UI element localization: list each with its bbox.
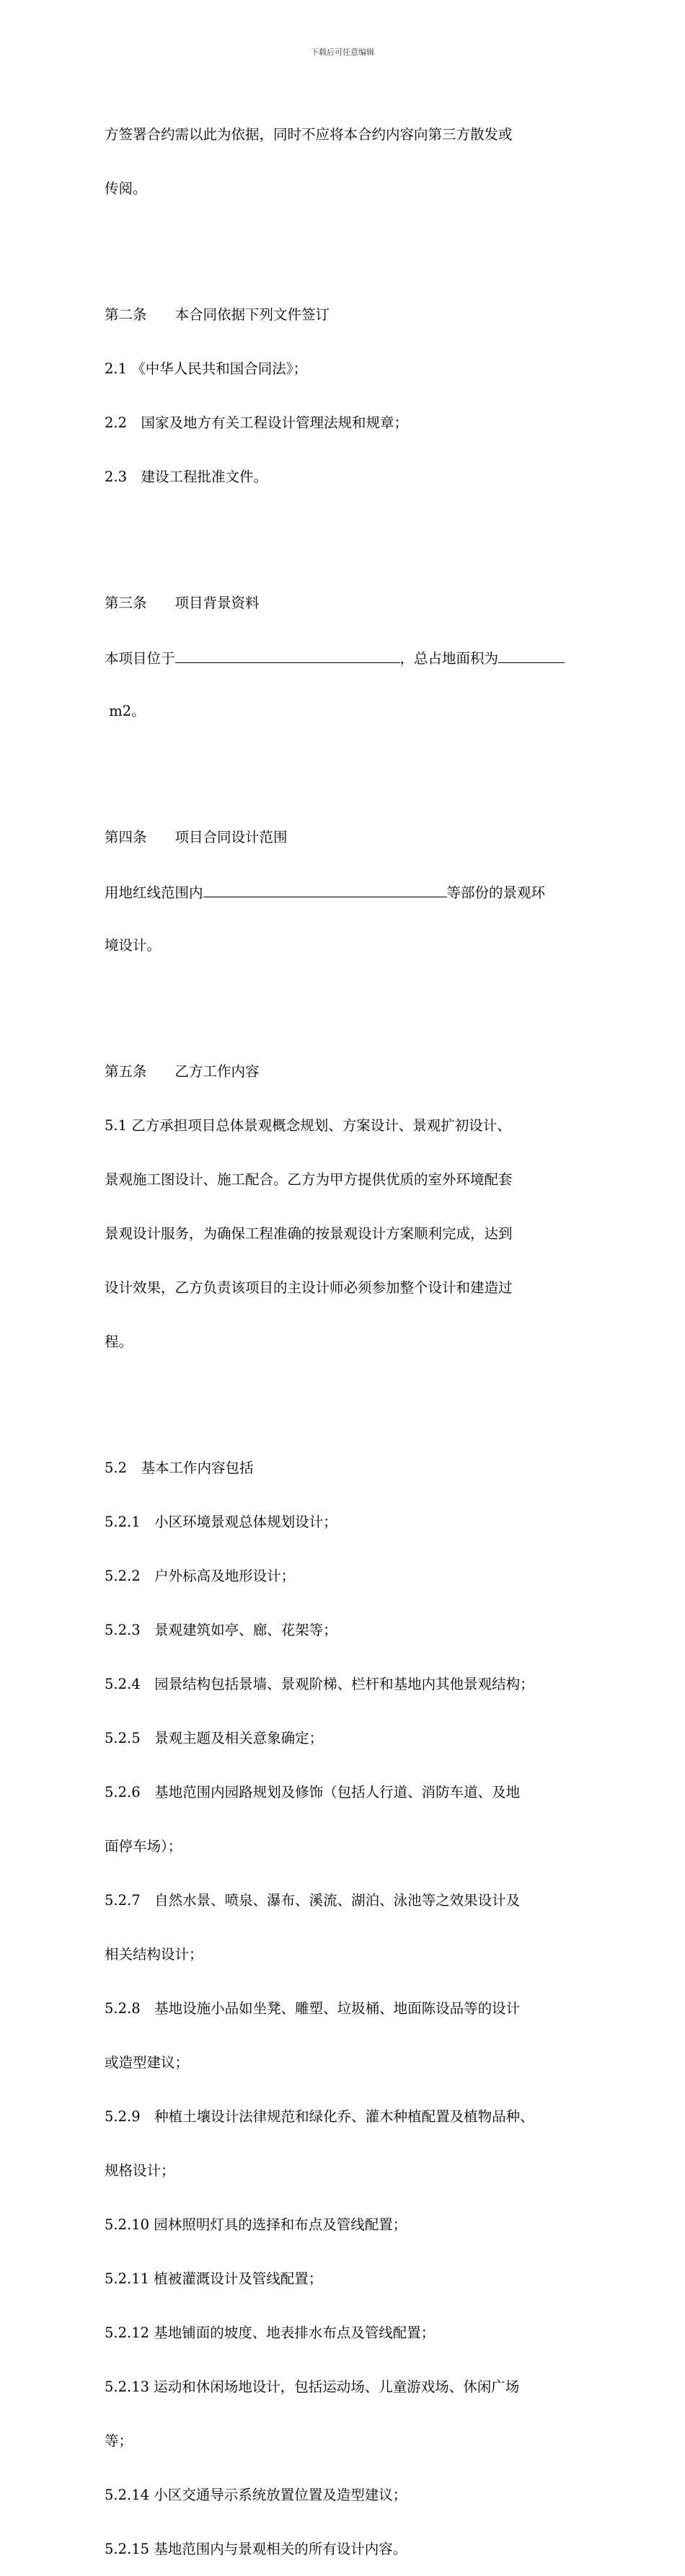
paragraph-gap xyxy=(105,1387,602,1405)
scope-blank-field[interactable] xyxy=(203,882,447,897)
article-4-scope-line xyxy=(105,882,602,900)
location-prefix: 本项目位于 xyxy=(105,650,175,667)
para-5-1-line: 设计效果，乙方负责该项目的主设计师必须参加整个设计和建造过 xyxy=(105,1279,513,1296)
article-2-title: 第二条 本合同依据下列文件签订 xyxy=(105,306,330,323)
intro-line-1: 方签署合约需以此为依据，同时不应将本合约内容向第三方散发或 xyxy=(105,126,513,143)
work-item: 5.2.10 园林照明灯具的选择和布点及管线配置； xyxy=(105,2216,407,2233)
article-4-title: 第四条 项目合同设计范围 xyxy=(105,829,288,845)
location-blank-field[interactable] xyxy=(175,648,400,663)
work-item: 5.2.9 种植土壤设计法律规范和绿化乔、灌木种植配置及植物品种、 xyxy=(105,2108,534,2125)
paragraph-gap xyxy=(105,990,602,1008)
work-item: 5.2.4 园景结构包括景墙、景观阶梯、栏杆和基地内其他景观结构； xyxy=(105,1676,534,1692)
article-2-item: 2.1 《中华人民共和国合同法》； xyxy=(105,360,307,377)
work-item: 5.2.15 基地范围内与景观相关的所有设计内容。 xyxy=(105,2541,407,2557)
intro-line-2: 传阅。 xyxy=(105,180,147,197)
document-body xyxy=(105,89,602,2576)
work-item: 5.2.8 基地设施小品如坐凳、雕塑、垃圾桶、地面陈设品等的设计 xyxy=(105,2000,521,2017)
work-item: 面停车场）； xyxy=(105,1838,182,1855)
work-item: 5.2.6 基地范围内园路规划及修饰（包括人行道、消防车道、及地 xyxy=(105,1784,521,1800)
area-unit: m2。 xyxy=(105,703,146,719)
para-5-1-line: 5.1 乙方承担项目总体景观概念规划、方案设计、景观扩初设计、 xyxy=(105,1117,511,1134)
work-item: 5.2.14 小区交通导示系统放置位置及造型建议； xyxy=(105,2487,407,2503)
article-3-title: 第三条 项目背景资料 xyxy=(105,595,260,611)
work-item: 5.2.7 自然水景、喷泉、瀑布、溪流、湖泊、泳池等之效果设计及 xyxy=(105,1892,521,1909)
article-3-location-line xyxy=(105,648,602,666)
paragraph-gap xyxy=(105,522,602,540)
work-item: 5.2.2 户外标高及地形设计； xyxy=(105,1568,296,1584)
work-item: 或造型建议； xyxy=(105,2054,190,2071)
work-item: 5.2.3 景观建筑如亭、廊、花架等； xyxy=(105,1622,337,1638)
work-item: 5.2.12 基地铺面的坡度、地表排水布点及管线配置； xyxy=(105,2324,436,2341)
location-middle: ，总占地面积为 xyxy=(399,650,499,667)
paragraph-gap xyxy=(105,234,602,252)
para-5-1-line: 景观设计服务，为确保工程准确的按景观设计方案顺利完成，达到 xyxy=(105,1225,513,1242)
para-5-1-line: 程。 xyxy=(105,1333,133,1350)
page-header-note: 下载后可任意编辑 xyxy=(311,48,374,57)
work-item: 规格设计； xyxy=(105,2162,175,2179)
work-item: 等； xyxy=(105,2433,133,2449)
para-5-1-line: 景观施工图设计、施工配合。乙方为甲方提供优质的室外环境配套 xyxy=(105,1171,513,1188)
work-item: 5.2.11 植被灌溉设计及管线配置； xyxy=(105,2270,323,2287)
scope-prefix: 用地红线范围内 xyxy=(105,884,203,901)
paragraph-gap xyxy=(105,756,602,774)
article-2-item: 2.3 建设工程批准文件。 xyxy=(105,468,268,485)
scope-suffix: 等部份的景观环 xyxy=(446,884,546,901)
work-item: 相关结构设计； xyxy=(105,1946,203,1963)
article-5-title: 第五条 乙方工作内容 xyxy=(105,1063,260,1080)
article-2-item: 2.2 国家及地方有关工程设计管理法规和规章； xyxy=(105,414,409,431)
scope-continuation: 境设计。 xyxy=(105,937,162,954)
work-item: 5.2.5 景观主题及相关意象确定； xyxy=(105,1730,324,1746)
area-blank-field[interactable] xyxy=(498,648,565,663)
work-item: 5.2.13 运动和休闲场地设计，包括运动场、儿童游戏场、休闲广场 xyxy=(105,2379,520,2395)
para-5-2-title: 5.2 基本工作内容包括 xyxy=(105,1460,254,1476)
work-item: 5.2.1 小区环境景观总体规划设计； xyxy=(105,1514,337,1530)
